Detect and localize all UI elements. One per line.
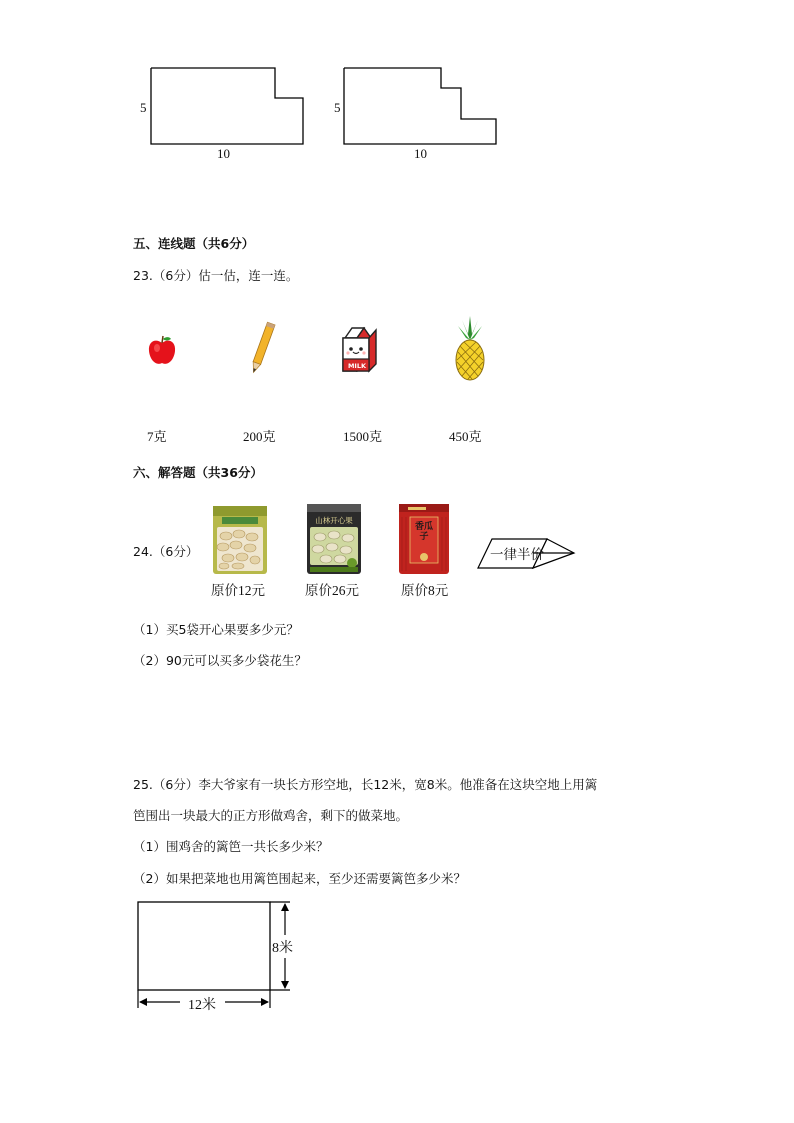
weight-label-3: 1500克 (343, 429, 383, 444)
field-height-label: 8米 (272, 937, 293, 957)
half-price-sign-text: 一律半价 (490, 547, 544, 562)
question-25-sub-1: （1）围鸡舍的篱笆一共长多少米？ (133, 839, 329, 854)
weight-label-4: 450克 (449, 429, 482, 444)
shape-one-width-label: 10 (217, 146, 230, 161)
pistachio-bag-text: 山林开心果 (315, 516, 353, 525)
section-six-heading: 六、解答题（共36分） (133, 465, 263, 480)
pistachio-price: 原价26元 (305, 583, 359, 598)
sunflower-seeds-bag-text: 香瓜子 (414, 522, 433, 542)
question-25-line-2: 笆围出一块最大的正方形做鸡舍，剩下的做菜地。 (133, 808, 409, 823)
question-24-sub-1: （1）买5袋开心果要多少元？ (133, 622, 299, 637)
question-25-line-1: 25.（6分）李大爷家有一块长方形空地，长12米，宽8米。他准备在这块空地上用篱 (133, 777, 598, 792)
shape-two-width-label: 10 (414, 146, 427, 161)
field-width-label: 12米 (186, 994, 218, 1014)
question-24-sub-2: （2）90元可以买多少袋花生？ (133, 653, 307, 668)
question-23-text: 23.（6分）估一估，连一连。 (133, 268, 299, 283)
question-25-sub-2: （2）如果把菜地也用篱笆围起来，至少还需要篱笆多少米？ (133, 871, 466, 886)
shape-one-height-label: 5 (140, 100, 147, 115)
peanuts-price: 原价12元 (211, 583, 265, 598)
milk-carton-label: MILK (347, 362, 367, 370)
weight-label-1: 7克 (147, 429, 167, 444)
section-five-heading: 五、连线题（共6分） (133, 236, 255, 251)
shape-two-height-label: 5 (334, 100, 341, 115)
field-rectangle (138, 902, 270, 990)
question-24-number: 24.（6分） (133, 544, 199, 559)
sunflower-seeds-price: 原价8元 (401, 583, 449, 598)
weight-label-2: 200克 (243, 429, 276, 444)
